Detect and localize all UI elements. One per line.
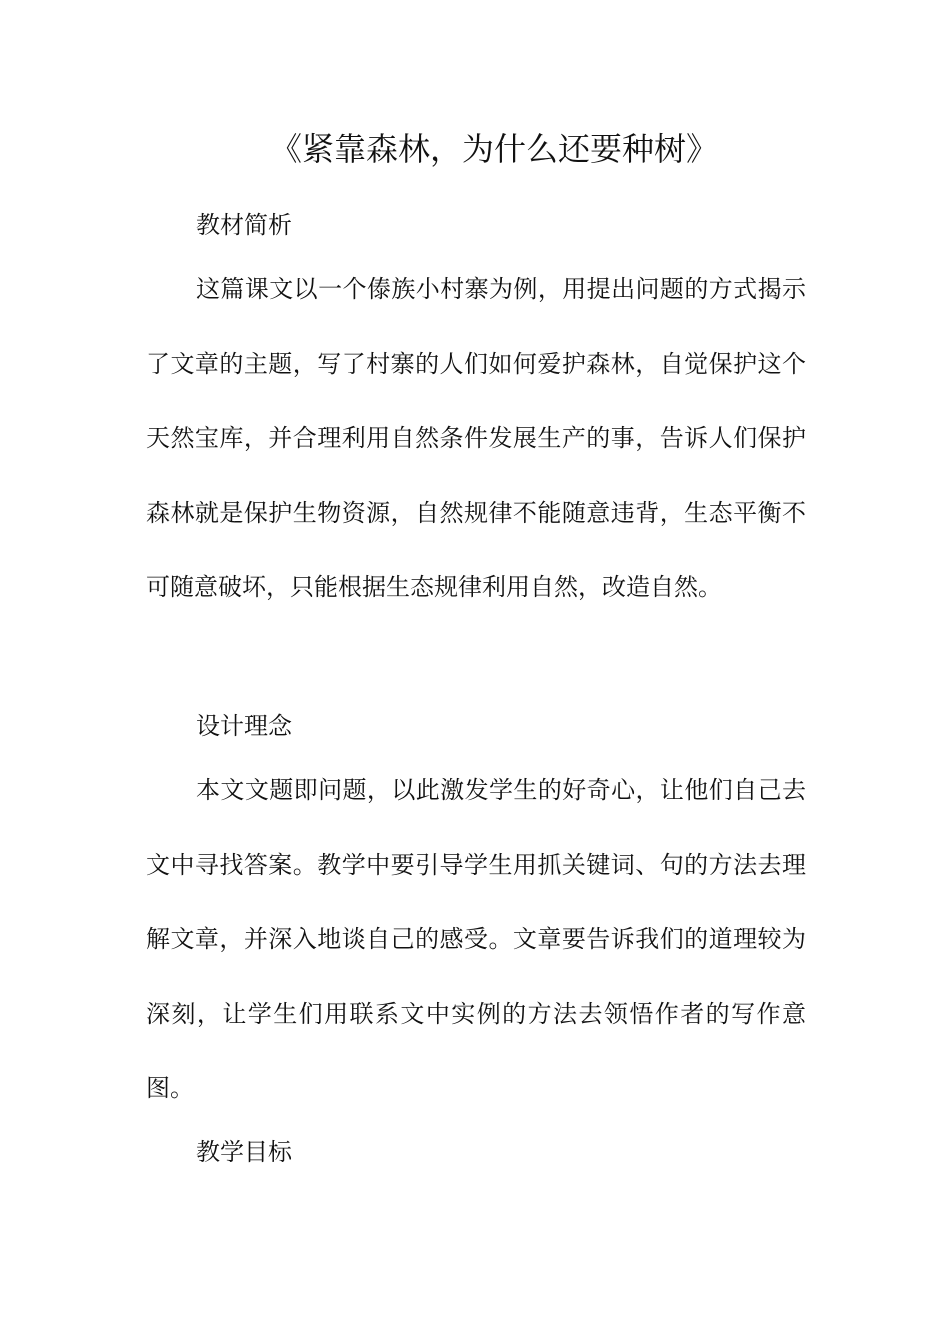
- section-heading-teaching-goals: 教学目标: [196, 1138, 292, 1166]
- section-paragraph-design-concept: 本文文题即问题，以此激发学生的好奇心，让他们自己去文中寻找答案。教学中要引导学生用抓关键词、句的方法去理解文章，并深入地谈自己的感受。文章要告诉我们的道理较为深刻，让学生们用联系文中实例的方法去领悟作者的写作意图。: [146, 776, 806, 1103]
- document-title: 《紧靠森林，为什么还要种树》: [269, 130, 718, 168]
- section-paragraph-textbook-analysis: 这篇课文以一个傣族小村寨为例，用提出问题的方式揭示了文章的主题，写了村寨的人们如何爱护森林，自觉保护这个天然宝库，并合理利用自然条件发展生产的事，告诉人们保护森林就是保护生物资源，自然规律不能随意违背，生态平衡不可随意破坏，只能根据生态规律利用自然，改造自然。: [146, 275, 806, 602]
- section-heading-textbook-analysis: 教材简析: [196, 211, 292, 239]
- section-heading-design-concept: 设计理念: [196, 712, 292, 740]
